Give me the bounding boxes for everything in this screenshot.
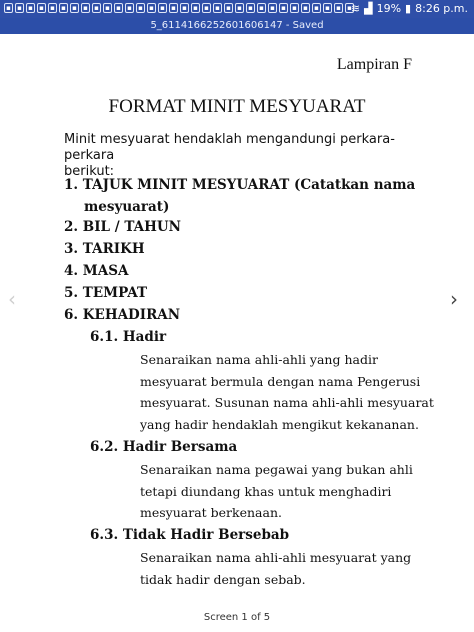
notification-icon: ▪: [290, 3, 299, 13]
battery-icon: ▮: [405, 2, 412, 15]
intro-line: Minit mesyuarat hendaklah mengandungi perkara-perkara: [64, 132, 395, 163]
status-bar: [0, 0, 474, 18]
list-item-text: 1. TAJUK MINIT MESYUARAT (Catatkan nama: [64, 177, 416, 193]
notification-icon: ▪: [103, 3, 112, 13]
document-page[interactable]: [0, 34, 474, 604]
clock: 8:26 p.m.: [415, 2, 468, 15]
list-item-text: 6. KEHADIRAN: [64, 307, 181, 323]
notification-icon: ▪: [70, 3, 79, 13]
notification-icon: ▪: [158, 3, 167, 13]
notification-icon: ▪: [59, 3, 68, 13]
notification-icon: ▪: [114, 3, 123, 13]
document-title-bar[interactable]: [0, 18, 474, 34]
notification-icon: ▪: [257, 3, 266, 13]
paragraph-line: tetapi diundang khas untuk menghadiri: [140, 483, 392, 499]
intro-line: berikut:: [64, 164, 115, 179]
list-item: [64, 241, 145, 257]
notification-icon: ▪: [147, 3, 156, 13]
previous-screen-chevron-icon[interactable]: ‹: [8, 287, 16, 311]
intro-paragraph: [64, 132, 424, 180]
document-filename: 5_6114166252601606147 - Saved: [150, 20, 324, 31]
notification-icon: ▪: [81, 3, 90, 13]
subsection-heading: 6.1. Hadir: [90, 329, 167, 345]
status-right: [351, 2, 468, 15]
subsection-heading: 6.3. Tidak Hadir Bersebab: [90, 527, 290, 543]
list-item-text: 5. TEMPAT: [64, 285, 148, 301]
notification-icon: ▪: [312, 3, 321, 13]
battery-level: 19%: [376, 2, 402, 15]
list-item-text: 4. MASA: [64, 263, 129, 279]
paragraph-line: mesyuarat berkenaan.: [140, 505, 282, 520]
notification-icon: ▪: [26, 3, 35, 13]
notification-icon: ▪: [37, 3, 46, 13]
list-item-continuation: mesyuarat): [84, 199, 170, 215]
next-screen-chevron-icon[interactable]: ›: [450, 287, 458, 311]
paragraph-line: mesyuarat. Susunan nama ahli-ahli mesyuarat: [140, 395, 434, 410]
notification-icons: [4, 3, 354, 13]
paragraph-line: yang hadir hendaklah mengikut kekananan.: [140, 416, 419, 432]
page-indicator: Screen 1 of 5: [203, 612, 271, 623]
subsection-heading: 6.2. Hadir Bersama: [90, 439, 238, 455]
paragraph-line: Senaraikan nama ahli-ahli mesyuarat yang: [140, 550, 412, 565]
list-item: [64, 285, 147, 301]
notification-icon: ▪: [180, 3, 189, 13]
signal-icon: ▟: [364, 2, 373, 15]
notification-icon: ▪: [334, 3, 343, 13]
lampiran-label: Lampiran F: [336, 56, 412, 73]
subsection-paragraph: [140, 349, 434, 435]
list-item-text: 3. TARIKH: [64, 241, 145, 257]
notification-icon: ▪: [224, 3, 233, 13]
paragraph-line: mesyuarat bermula dengan nama Pengerusi: [140, 373, 421, 389]
notification-icon: ▪: [279, 3, 288, 13]
list-item: [64, 219, 181, 235]
subsection-paragraph: [140, 547, 420, 590]
list-item: [64, 263, 128, 279]
notification-icon: ▪: [246, 3, 255, 13]
notification-icon: ▪: [345, 3, 354, 13]
notification-icon: ▪: [202, 3, 211, 13]
notification-icon: ▪: [301, 3, 310, 13]
list-item: [64, 177, 415, 215]
notification-icon: ▪: [169, 3, 178, 13]
notification-icon: ▪: [268, 3, 277, 13]
notification-icon: ▪: [213, 3, 222, 13]
document-title: FORMAT MINIT MESYUARAT: [108, 96, 366, 117]
paragraph-line: Senaraikan nama pegawai yang bukan ahli: [140, 462, 413, 477]
paragraph-line: tidak hadir dengan sebab.: [140, 571, 306, 587]
notification-icon: ▪: [323, 3, 332, 13]
notification-icon: ▪: [48, 3, 57, 13]
notification-icon: ▪: [235, 3, 244, 13]
notification-icon: ▪: [191, 3, 200, 13]
notification-icon: ▪: [125, 3, 134, 13]
list-item: [64, 307, 180, 323]
paragraph-line: Senaraikan nama ahli-ahli yang hadir: [140, 352, 378, 367]
list-item-text: 2. BIL / TAHUN: [64, 219, 181, 235]
subsection-paragraph: [140, 459, 420, 524]
notification-icon: ▪: [4, 3, 13, 13]
notification-icon: ▪: [15, 3, 24, 13]
wifi-icon: ≋: [350, 2, 361, 15]
notification-icon: ▪: [136, 3, 145, 13]
notification-icon: ▪: [92, 3, 101, 13]
